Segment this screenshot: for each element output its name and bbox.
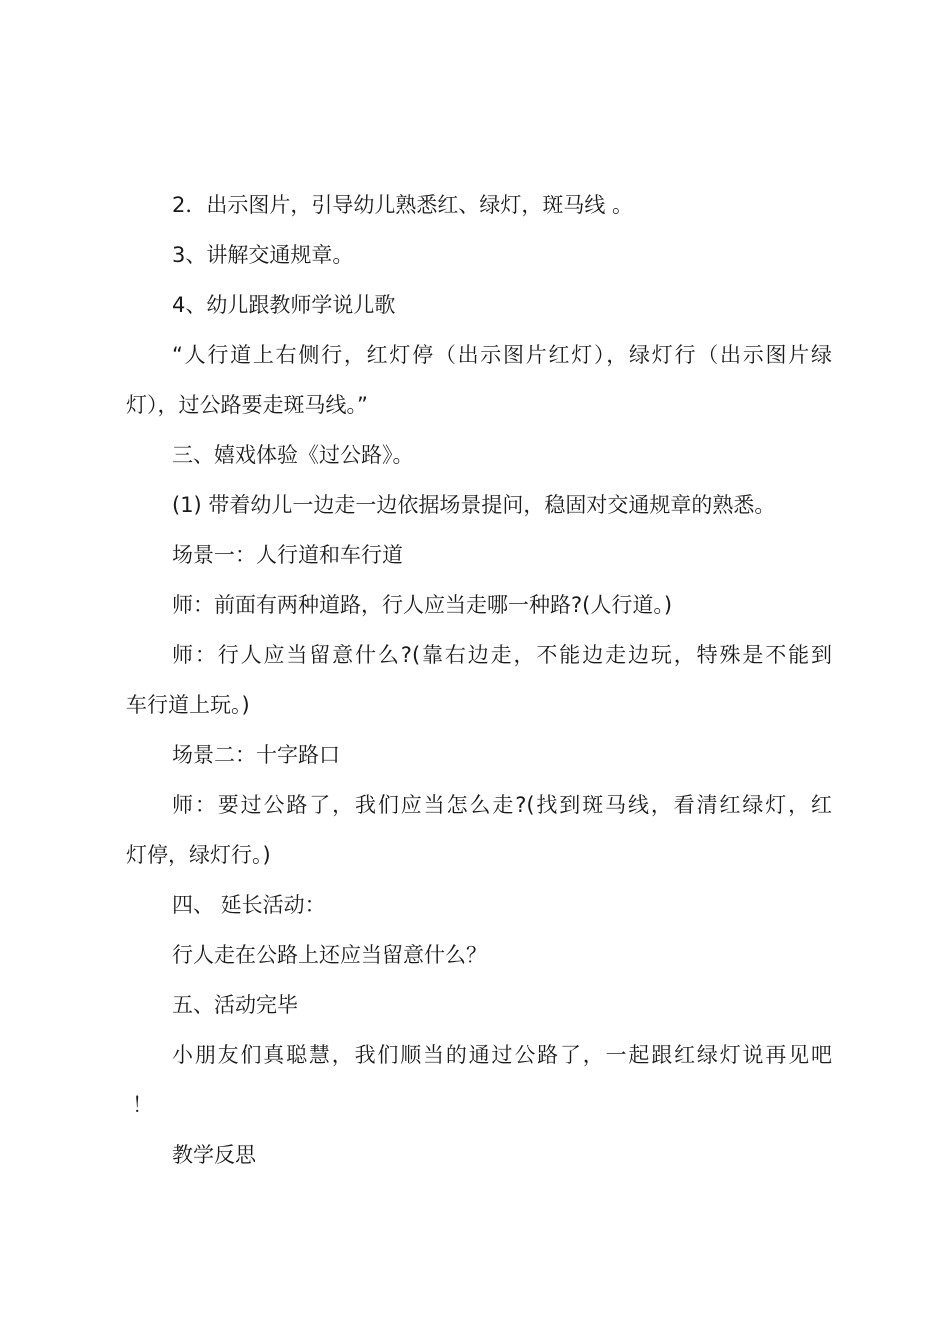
section-5-heading: 五、活动完毕	[172, 993, 298, 1017]
rhyme-line-1	[0, 340, 950, 370]
teacher-question-2-text: 师：行人应当留意什么?(靠右边走，不能边走边玩，特殊是不能到	[172, 643, 832, 667]
section-3-heading: 三、嬉戏体验《过公路》。	[172, 443, 414, 467]
closing-text: 小朋友们真聪慧，我们顺当的通过公路了，一起跟红绿灯说再见吧	[172, 1043, 832, 1067]
teacher-question-3-text: 师：要过公路了，我们应当怎么走?(找到斑马线，看清红绿灯，红	[172, 793, 832, 817]
teacher-question-3-line-2: 灯停，绿灯行。)	[126, 843, 271, 867]
closing-line-1	[0, 1040, 950, 1070]
closing-line-2: ！	[132, 1093, 153, 1117]
section-4-heading: 四、 延长活动：	[172, 893, 326, 917]
teacher-question-2-line-1	[0, 640, 950, 670]
teacher-question-3-line-1	[0, 790, 950, 820]
step-2-paragraph: 2．出示图片，引导幼儿熟悉红、绿灯，斑马线 。	[172, 193, 634, 217]
scene-1-heading: 场景一：人行道和车行道	[172, 543, 403, 567]
scene-2-heading: 场景二：十字路口	[172, 743, 340, 767]
step-4-paragraph: 4、幼儿跟教师学说儿歌	[172, 293, 396, 317]
extension-question: 行人走在公路上还应当留意什么？	[172, 943, 487, 967]
rhyme-line-2: 灯），过公路要走斑马线。”	[126, 393, 368, 417]
rhyme-text-1: “人行道上右侧行，红灯停（出示图片红灯），绿灯行（出示图片绿	[172, 343, 832, 367]
teacher-question-2-line-2: 车行道上玩。)	[126, 693, 250, 717]
teacher-question-1: 师：前面有两种道路，行人应当走哪一种路?(人行道。)	[172, 593, 673, 617]
step-3-paragraph: 3、讲解交通规章。	[172, 243, 354, 267]
activity-1-paragraph: (1) 带着幼儿一边走一边依据场景提问，稳固对交通规章的熟悉。	[172, 493, 776, 517]
reflection-heading: 教学反思	[172, 1143, 256, 1167]
